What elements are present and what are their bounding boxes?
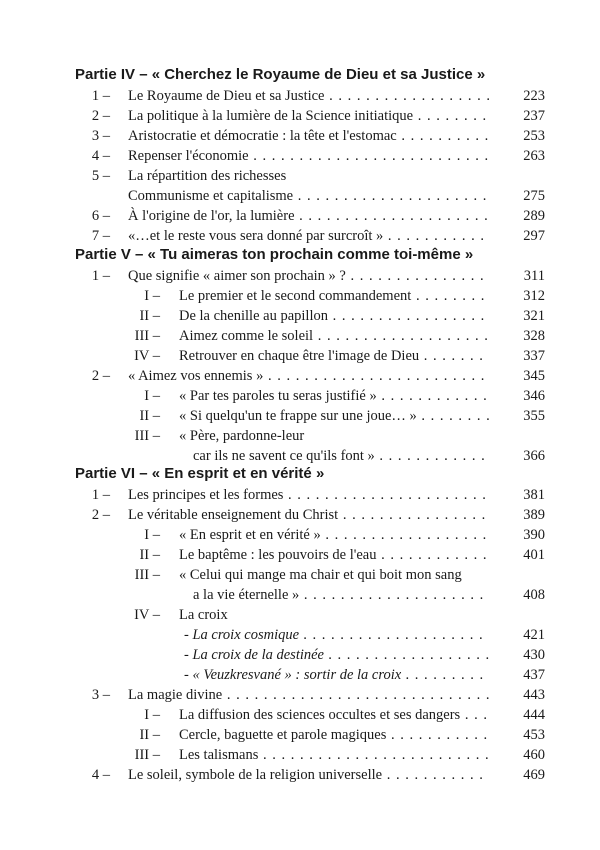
- page-number: 346: [489, 386, 545, 406]
- page-number: 263: [489, 146, 545, 166]
- page-number: 237: [489, 106, 545, 126]
- entry-title: - La croix cosmique . . .: [184, 625, 489, 645]
- page-number: 337: [489, 346, 545, 366]
- toc-entry: [75, 765, 489, 785]
- page-number: 366: [489, 446, 545, 466]
- toc-entry: [75, 485, 489, 505]
- entry-title: La magie divine . . .: [128, 685, 489, 705]
- page-number: 421: [489, 625, 545, 645]
- page-number: 289: [489, 206, 545, 226]
- entry-title: - La croix de la destinée . . .: [184, 645, 489, 665]
- page-number: 253: [489, 126, 545, 146]
- toc-entry: [75, 126, 489, 146]
- toc-entry: [75, 545, 489, 565]
- entry-number: 7 –: [91, 228, 110, 244]
- toc-entry: [75, 705, 489, 725]
- toc-entry: [75, 725, 489, 745]
- entry-title: Que signifie « aimer son prochain » ? . . .: [128, 266, 489, 286]
- entry-number: 3 –: [91, 128, 110, 144]
- part-title: Partie VI – « En esprit et en vérité »: [75, 465, 325, 482]
- toc-entry: [75, 326, 489, 346]
- entry-number: 1 –: [91, 268, 110, 284]
- page-number: 460: [489, 745, 545, 765]
- toc-entry: [75, 166, 489, 186]
- part-title: Partie V – « Tu aimeras ton prochain comme toi-même »: [75, 246, 474, 263]
- entry-title: « Par tes paroles tu seras justifié » . . .: [179, 386, 489, 406]
- entry-title: Aristocratie et démocratie : la tête et l'estomac . . .: [128, 126, 489, 146]
- toc-entry: [75, 685, 489, 705]
- entry-title: De la chenille au papillon . . .: [179, 306, 489, 326]
- toc-entry: [75, 446, 489, 466]
- entry-title: « Père, pardonne-leur: [179, 428, 305, 444]
- entry-title: « Celui qui mange ma chair et qui boit mon sang: [179, 567, 462, 583]
- toc-entry: [75, 106, 489, 126]
- part-title: Partie IV – « Cherchez le Royaume de Dieu et sa Justice »: [75, 66, 486, 83]
- page-number: 321: [489, 306, 545, 326]
- entry-number: IV –: [134, 348, 160, 364]
- entry-number: I –: [144, 288, 160, 304]
- page-number: 312: [489, 286, 545, 306]
- toc-entry: [75, 745, 489, 765]
- entry-number: I –: [144, 707, 160, 723]
- entry-number: 6 –: [91, 208, 110, 224]
- page-number: 275: [489, 186, 545, 206]
- entry-number: III –: [134, 567, 160, 583]
- entry-number: III –: [134, 428, 160, 444]
- entry-number: III –: [134, 747, 160, 763]
- entry-number: 5 –: [91, 168, 110, 184]
- toc-entry: [75, 206, 489, 226]
- entry-title: Communisme et capitalisme . . .: [128, 186, 489, 206]
- page-number: 437: [489, 665, 545, 685]
- entry-title: Les principes et les formes . . .: [128, 485, 489, 505]
- entry-title: La politique à la lumière de la Science initiatique . . .: [128, 106, 489, 126]
- page-number: 345: [489, 366, 545, 386]
- toc-entry: [75, 605, 489, 625]
- page-number: 401: [489, 545, 545, 565]
- page-number: 355: [489, 406, 545, 426]
- entry-number: II –: [139, 408, 160, 424]
- entry-title: Repenser l'économie . . .: [128, 146, 489, 166]
- toc-entry: [75, 645, 489, 665]
- entry-title: «…et le reste vous sera donné par surcroît » . . .: [128, 226, 489, 246]
- entry-title: Cercle, baguette et parole magiques . . .: [179, 725, 489, 745]
- entry-title: Les talismans . . .: [179, 745, 489, 765]
- entry-title: Le premier et le second commandement . . .: [179, 286, 489, 306]
- toc-entry: [75, 86, 489, 106]
- page-number: 443: [489, 685, 545, 705]
- toc-entry: [75, 386, 489, 406]
- toc-entry: [75, 625, 489, 645]
- entry-number: I –: [144, 388, 160, 404]
- entry-title: - « Veuzkresvané » : sortir de la croix . . .: [184, 665, 489, 685]
- entry-number: 2 –: [91, 507, 110, 523]
- toc-entry: [75, 266, 489, 286]
- entry-title: Le Royaume de Dieu et sa Justice . . .: [128, 86, 489, 106]
- entry-number: IV –: [134, 607, 160, 623]
- entry-number: II –: [139, 547, 160, 563]
- page-number: 453: [489, 725, 545, 745]
- toc-entry: [75, 426, 489, 446]
- entry-number: 2 –: [91, 108, 110, 124]
- page-number: 444: [489, 705, 545, 725]
- entry-title: La répartition des richesses: [128, 168, 287, 184]
- entry-number: II –: [139, 308, 160, 324]
- page-number: 297: [489, 226, 545, 246]
- entry-number: III –: [134, 328, 160, 344]
- page-number: 328: [489, 326, 545, 346]
- page-number: 408: [489, 585, 545, 605]
- entry-title: La diffusion des sciences occultes et ses dangers . . .: [179, 705, 489, 725]
- entry-number: 1 –: [91, 487, 110, 503]
- entry-title: Le baptême : les pouvoirs de l'eau . . .: [179, 545, 489, 565]
- toc-entry: [75, 226, 489, 246]
- toc-entry: [75, 306, 489, 326]
- toc-entry: [75, 366, 489, 386]
- entry-number: II –: [139, 727, 160, 743]
- entry-title: « En esprit et en vérité » . . .: [179, 525, 489, 545]
- entry-title: car ils ne savent ce qu'ils font » . . .: [193, 446, 489, 466]
- page-number: 390: [489, 525, 545, 545]
- page-number: 223: [489, 86, 545, 106]
- entry-title: Retrouver en chaque être l'image de Dieu . . .: [179, 346, 489, 366]
- page-number: 469: [489, 765, 545, 785]
- toc-entry: [75, 346, 489, 366]
- page-number: 381: [489, 485, 545, 505]
- toc-entry: [75, 525, 489, 545]
- toc-entry: [75, 406, 489, 426]
- toc-entry: [75, 565, 489, 585]
- entry-number: 4 –: [91, 767, 110, 783]
- entry-title: La croix: [179, 607, 228, 623]
- toc-entry: [75, 146, 489, 166]
- page-number: 311: [489, 266, 545, 286]
- entry-number: 3 –: [91, 687, 110, 703]
- entry-number: I –: [144, 527, 160, 543]
- toc-entry: [75, 585, 489, 605]
- toc-entry: [75, 505, 489, 525]
- entry-title: a la vie éternelle » . . .: [193, 585, 489, 605]
- entry-title: Aimez comme le soleil . . .: [179, 326, 489, 346]
- entry-title: Le soleil, symbole de la religion universelle . . .: [128, 765, 489, 785]
- entry-number: 1 –: [91, 88, 110, 104]
- toc-entry: [75, 665, 489, 685]
- toc-entry: [75, 286, 489, 306]
- entry-number: 4 –: [91, 148, 110, 164]
- page-number: 389: [489, 505, 545, 525]
- page-number: 430: [489, 645, 545, 665]
- entry-title: À l'origine de l'or, la lumière . . .: [128, 206, 489, 226]
- entry-title: « Aimez vos ennemis » . . .: [128, 366, 489, 386]
- entry-title: « Si quelqu'un te frappe sur une joue… » . . .: [179, 406, 489, 426]
- entry-title: Le véritable enseignement du Christ . . .: [128, 505, 489, 525]
- entry-number: 2 –: [91, 368, 110, 384]
- toc-entry: [75, 186, 489, 206]
